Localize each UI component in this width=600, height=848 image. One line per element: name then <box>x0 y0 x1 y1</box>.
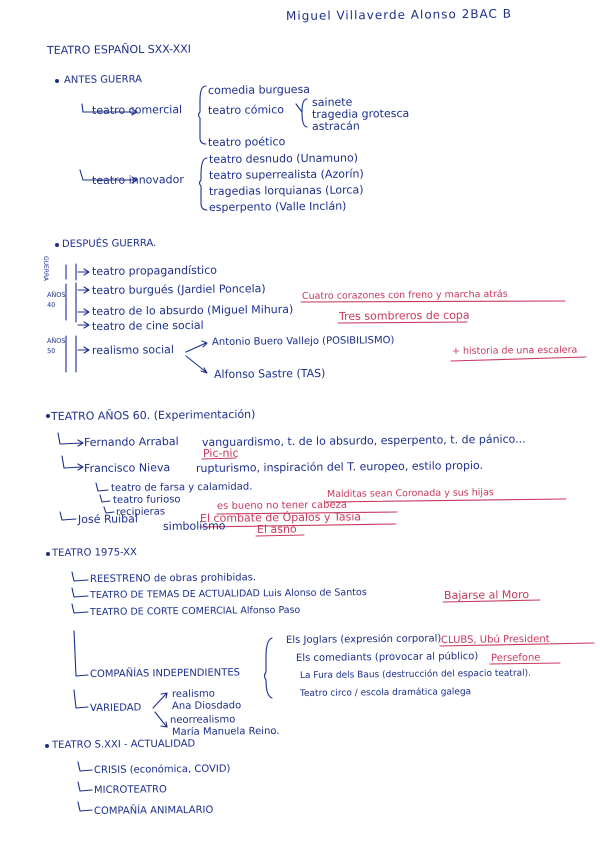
side-label-anos-50: AÑOS 50 <box>46 336 66 355</box>
teatro-corte-comercial: TEATRO DE CORTE COMERCIAL Alfonso Paso <box>89 604 301 618</box>
tragedias-lorquianas: tragedias lorquianas (Lorca) <box>208 183 364 198</box>
jose-ruibal: José Ruibal <box>77 512 139 526</box>
side-label-guerra: GUERRA <box>42 256 49 282</box>
bullet <box>46 414 50 418</box>
obra-tres-sombreros: Tres sombreros de copa <box>338 308 470 323</box>
bullet <box>55 243 59 247</box>
section-heading-antes-guerra: ANTES GUERRA <box>63 74 143 86</box>
obra-malditas-sean: Malditas sean Coronada y sus hijas <box>326 487 494 500</box>
obra-cuatro-corazones: Cuatro corazones con freno y marcha atrás <box>301 288 508 302</box>
teatro-superrealista: teatro superrealista (Azorín) <box>208 167 364 182</box>
teatro-comico: teatro cómico <box>207 103 285 117</box>
teatro-burgues: teatro burgués (Jardiel Poncela) <box>91 282 266 297</box>
recipieras: recipieras <box>115 506 166 518</box>
arrabal-descripcion: vanguardismo, t. de lo absurdo, esperpento, t. de pánico... <box>201 432 526 449</box>
la-fura-dels-baus: La Fura dels Baus (destrucción del espacio teatral). <box>299 668 532 681</box>
obra-combate-opalos: El combate de Ópalos y Tasia <box>199 510 362 525</box>
els-comediants: Els comediants (provocar al público) <box>295 651 479 664</box>
obra-bueno-no-tener-cabeza: es bueno no tener cabeza <box>216 499 348 512</box>
compania-animalario: COMPAÑÍA ANIMALARIO <box>93 804 214 817</box>
variedad: VARIEDAD <box>89 702 142 714</box>
side-label-anos-40: AÑOS 40 <box>46 290 66 309</box>
fernando-arrabal: Fernando Arrabal <box>83 435 179 449</box>
ruibal-simbolismo: simbolismo <box>162 519 226 533</box>
els-joglars: Els Joglars (expresión corporal) <box>285 633 442 646</box>
bullet <box>55 79 59 83</box>
bullet <box>46 552 50 556</box>
obra-clubs-ubu-president: CLUBS, Ubú President <box>440 633 550 646</box>
sainete: sainete <box>311 95 353 109</box>
teatro-cine-social: teatro de cine social <box>91 318 204 333</box>
companias-independientes: COMPAÑÍAS INDEPENDIENTES <box>89 667 241 680</box>
teatro-innovador: teatro innovador <box>91 173 184 187</box>
obra-el-asno: El asno <box>256 522 297 536</box>
nieva-descripcion: rupturismo, inspiración del T. europeo, estilo propio. <box>195 458 484 475</box>
francisco-nieva: Francisco Nieva <box>83 461 171 475</box>
obra-historia-escalera: + historia de una escalera <box>451 344 578 357</box>
obra-bajarse-al-moro: Bajarse al Moro <box>443 588 530 602</box>
comedia-burguesa: comedia burguesa <box>207 82 311 97</box>
buero-vallejo: Antonio Buero Vallejo (POSIBILISMO) <box>211 335 395 348</box>
teatro-furioso: teatro furioso <box>112 494 181 506</box>
ana-diosdado: Ana Diosdado <box>171 700 242 712</box>
teatro-comercial: teatro comercial <box>91 103 183 117</box>
obra-persefone: Persefone <box>490 652 541 664</box>
section-heading-anos-60: TEATRO AÑOS 60. (Experimentación) <box>50 407 256 423</box>
section-heading-1975: TEATRO 1975-XX <box>51 547 137 559</box>
teatro-farsa: teatro de farsa y calamidad. <box>110 481 253 494</box>
crisis: CRISIS (económica, COVID) <box>93 763 231 776</box>
teatro-absurdo: teatro de lo absurdo (Miguel Mihura) <box>91 302 294 318</box>
teatro-temas-actualidad: TEATRO DE TEMAS DE ACTUALIDAD Luis Alonso de Santos <box>89 587 367 601</box>
obra-pic-nic: Pic-nic <box>202 446 239 460</box>
realismo: realismo <box>171 688 215 700</box>
esperpento: esperpento (Valle Inclán) <box>208 199 347 214</box>
microteatro: MICROTEATRO <box>93 784 167 796</box>
page-title: TEATRO ESPAÑOL SXX-XXI <box>46 42 192 57</box>
reestreno: REESTRENO de obras prohibidas. <box>89 572 257 585</box>
section-heading-sxxi: TEATRO S.XXI - ACTUALIDAD <box>51 738 196 751</box>
author-line: Miguel Villaverde Alonso 2BAC B <box>285 6 513 23</box>
neorrealismo: neorrealismo <box>169 714 236 726</box>
teatro-circo-escola: Teatro circo / escola dramática galega <box>299 687 472 699</box>
alfonso-sastre: Alfonso Sastre (TAS) <box>213 366 326 381</box>
bullet <box>45 744 49 748</box>
section-heading-despues-guerra: DESPUÉS GUERRA. <box>61 238 157 250</box>
realismo-social: realismo social <box>91 343 175 357</box>
teatro-poetico: teatro poético <box>207 135 286 149</box>
teatro-propagandistico: teatro propagandístico <box>91 263 218 278</box>
teatro-desnudo: teatro desnudo (Unamuno) <box>208 151 359 166</box>
astracan: astracán <box>311 119 360 133</box>
maria-manuela-reino: María Manuela Reino. <box>171 725 280 738</box>
tragedia-grotesca: tragedia grotesca <box>311 106 410 121</box>
